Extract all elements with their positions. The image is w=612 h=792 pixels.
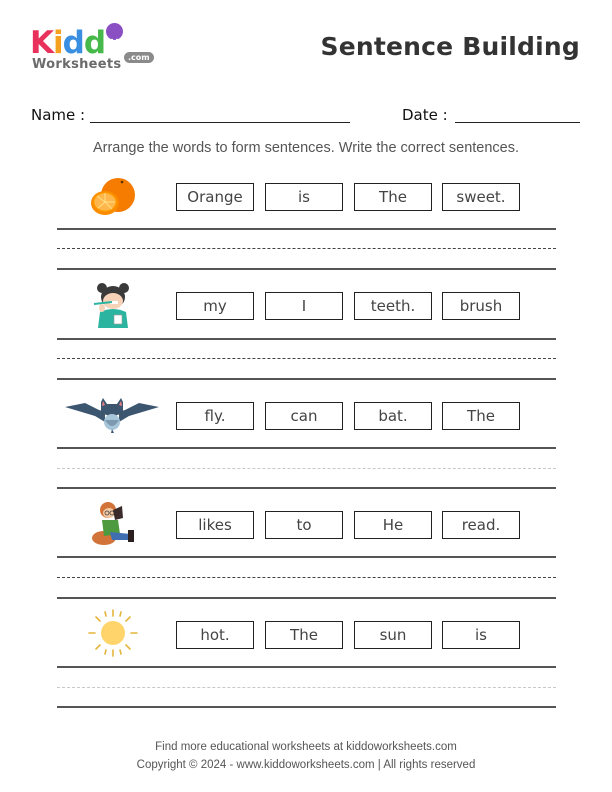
word-box[interactable]: The	[354, 183, 432, 211]
word-box[interactable]: Orange	[176, 183, 254, 211]
word-box[interactable]: is	[442, 621, 520, 649]
writing-line-mid	[57, 468, 556, 469]
footer-copyright: Copyright © 2024 - www.kiddoworksheets.com | All rights reserved	[136, 759, 476, 771]
word-box[interactable]: hot.	[176, 621, 254, 649]
logo-domain-badge: .com	[124, 52, 154, 63]
word-box[interactable]: bat.	[354, 402, 432, 430]
word-box[interactable]: brush	[442, 292, 520, 320]
word-box[interactable]: likes	[176, 511, 254, 539]
writing-line-bottom[interactable]	[57, 597, 556, 599]
word-box[interactable]: my	[176, 292, 254, 320]
word-box[interactable]: fly.	[176, 402, 254, 430]
writing-line-bottom[interactable]	[57, 378, 556, 380]
word-box[interactable]: sun	[354, 621, 432, 649]
writing-line-mid	[57, 687, 556, 688]
writing-line-bottom[interactable]	[57, 706, 556, 708]
date-field[interactable]	[455, 122, 580, 123]
word-box[interactable]: sweet.	[442, 183, 520, 211]
footer-promo: Find more educational worksheets at kiddoworksheets.com	[155, 741, 457, 753]
page-title: Sentence Building	[320, 32, 580, 61]
writing-line-top	[57, 447, 556, 449]
word-box[interactable]: is	[265, 183, 343, 211]
logo-letter-k: K	[30, 25, 54, 61]
sun-icon	[88, 609, 138, 657]
logo-letter-d1: d	[62, 25, 84, 61]
logo-kiddo	[30, 26, 123, 60]
writing-line-top	[57, 666, 556, 668]
orange-icon	[89, 176, 137, 218]
writing-line-mid	[57, 577, 556, 578]
instructions: Arrange the words to form sentences. Write the correct sentences.	[92, 140, 520, 156]
logo-letter-i: i	[53, 25, 63, 61]
smiley-icon	[106, 23, 123, 40]
writing-line-top	[57, 556, 556, 558]
word-box[interactable]: teeth.	[354, 292, 432, 320]
word-box[interactable]: The	[442, 402, 520, 430]
writing-line-bottom[interactable]	[57, 268, 556, 270]
word-box[interactable]: He	[354, 511, 432, 539]
logo-subtitle: Worksheets	[32, 57, 122, 72]
boy-reading-icon	[90, 500, 138, 546]
bat-icon	[65, 398, 161, 434]
writing-line-bottom[interactable]	[57, 487, 556, 489]
girl-brushing-teeth-icon	[90, 282, 136, 330]
date-label: Date :	[402, 106, 448, 124]
writing-line-top	[57, 228, 556, 230]
name-field[interactable]	[90, 122, 350, 123]
word-box[interactable]: The	[265, 621, 343, 649]
writing-line-top	[57, 338, 556, 340]
writing-line-mid	[57, 248, 556, 249]
name-label: Name :	[31, 106, 86, 124]
word-box[interactable]: can	[265, 402, 343, 430]
word-box[interactable]: read.	[442, 511, 520, 539]
word-box[interactable]: I	[265, 292, 343, 320]
word-box[interactable]: to	[265, 511, 343, 539]
writing-line-mid	[57, 358, 556, 359]
logo-letter-d2: d	[83, 25, 106, 61]
